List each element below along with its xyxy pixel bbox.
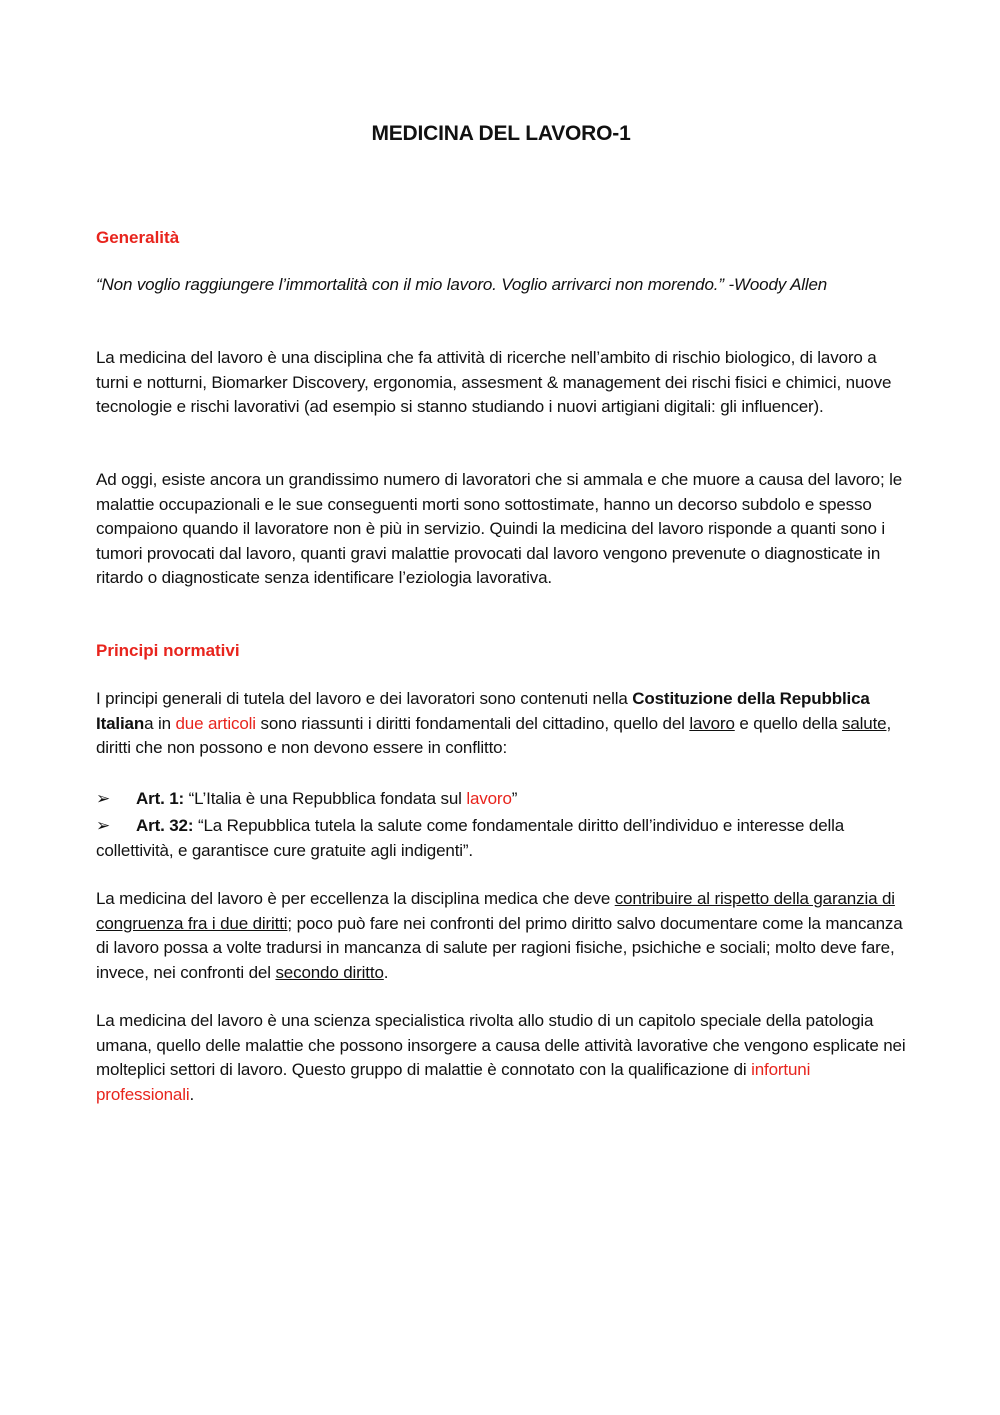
text-run: . (189, 1084, 195, 1104)
paragraph-generalita-2: Ad oggi, esiste ancora un grandissimo numero di lavoratori che si ammala e che muore a causa del lavoro; le malattie occupazionali e le sue conseguenti morti sono sottostimate, hanno un decorso subdolo e spesso compaiono quando il lavoratore non è più in servizio. Quindi la medicina del lavoro risponde a quanti sono i tumori provocati dal lavoro, quanti gravi malattie provocati dal lavoro vengono prevenute o diagnosticate in ritardo o diagnosticate senza identificare l’eziologia lavorativa. (96, 470, 903, 587)
underline-lavoro: lavoro (689, 713, 735, 733)
text-run: La medicina del lavoro è una scienza specialistica rivolta allo studio di un capitolo speciale della patologia umana, quello delle malattie che possono insorgere a causa delle attività lavorative che vengono esplicate nei molteplici settori di lavoro. Questo gruppo di malattie è connotato con la qualificazione di (96, 1011, 906, 1079)
bullet-text: “L’Italia è una Repubblica fondata sul (184, 789, 467, 808)
underline-secondo-diritto: secondo diritto (275, 962, 384, 982)
arrow-bullet-icon: ➢ (96, 816, 111, 835)
text-run: a in (144, 713, 176, 733)
highlight-due-articoli: due articoli (175, 713, 256, 733)
text-run: La medicina del lavoro è per eccellenza la disciplina medica che deve (96, 889, 615, 908)
text-run: e quello della (734, 713, 842, 733)
section-heading-principi: Principi normativi (96, 641, 240, 660)
underline-congruenza: contribuire al rispetto della garanzia di congruenza fra i due diritti (96, 889, 895, 933)
text-run: , diritti che non possono e non devono essere in conflitto: (96, 713, 892, 757)
bullet-art-1 (96, 787, 906, 812)
highlight-lavoro: lavoro (466, 789, 512, 808)
text-run: . (383, 962, 389, 982)
bullet-label: Art. 32: (136, 816, 194, 835)
paragraph-generalita-1: La medicina del lavoro è una disciplina che fa attività di ricerche nell’ambito di rischio biologico, di lavoro a turni e notturni, Biomarker Discovery, ergonomia, assesment & management dei rischi fisici e chimici, nuove tecnologie e rischi lavorativi (ad esempio si stanno studiando i nuovi artigiani digitali: gli influencer). (96, 348, 892, 416)
paragraph-principi-2 (96, 887, 906, 985)
section-heading-generalita: Generalità (96, 228, 180, 247)
highlight-infortuni: infortuni professionali (96, 1060, 811, 1104)
quote-woody-allen: “Non voglio raggiungere l’immortalità con il mio lavoro. Voglio arrivarci non morendo.” -Woody Allen (96, 275, 828, 294)
arrow-bullet-icon: ➢ (96, 789, 111, 808)
bullet-text: ” (511, 789, 518, 808)
document-title: MEDICINA DEL LAVORO-1 (371, 122, 631, 145)
bold-costituzione: Costituzione della Repubblica Italian (96, 689, 870, 733)
paragraph-principi-1 (96, 687, 906, 761)
paragraph-principi-3 (96, 1009, 906, 1107)
text-run: ; poco può fare nei confronti del primo diritto salvo documentare come la mancanza di lavoro possa a volte tradursi in mancanza di salute per ragioni fisiche, psichiche e sociali; molto deve fare, invece, nei confronti del (96, 913, 903, 982)
text-run: I principi generali di tutela del lavoro e dei lavoratori sono contenuti nella (96, 689, 633, 708)
bullet-text: “La Repubblica tutela la salute come fondamentale diritto dell’individuo e interesse della collettività, e garantisce cure gratuite agli indigenti”. (96, 816, 845, 860)
text-run: sono riassunti i diritti fondamentali del cittadino, quello del (255, 713, 690, 733)
bullet-art-32 (96, 814, 906, 863)
underline-salute: salute (842, 713, 887, 733)
bullet-label: Art. 1: (136, 789, 185, 808)
